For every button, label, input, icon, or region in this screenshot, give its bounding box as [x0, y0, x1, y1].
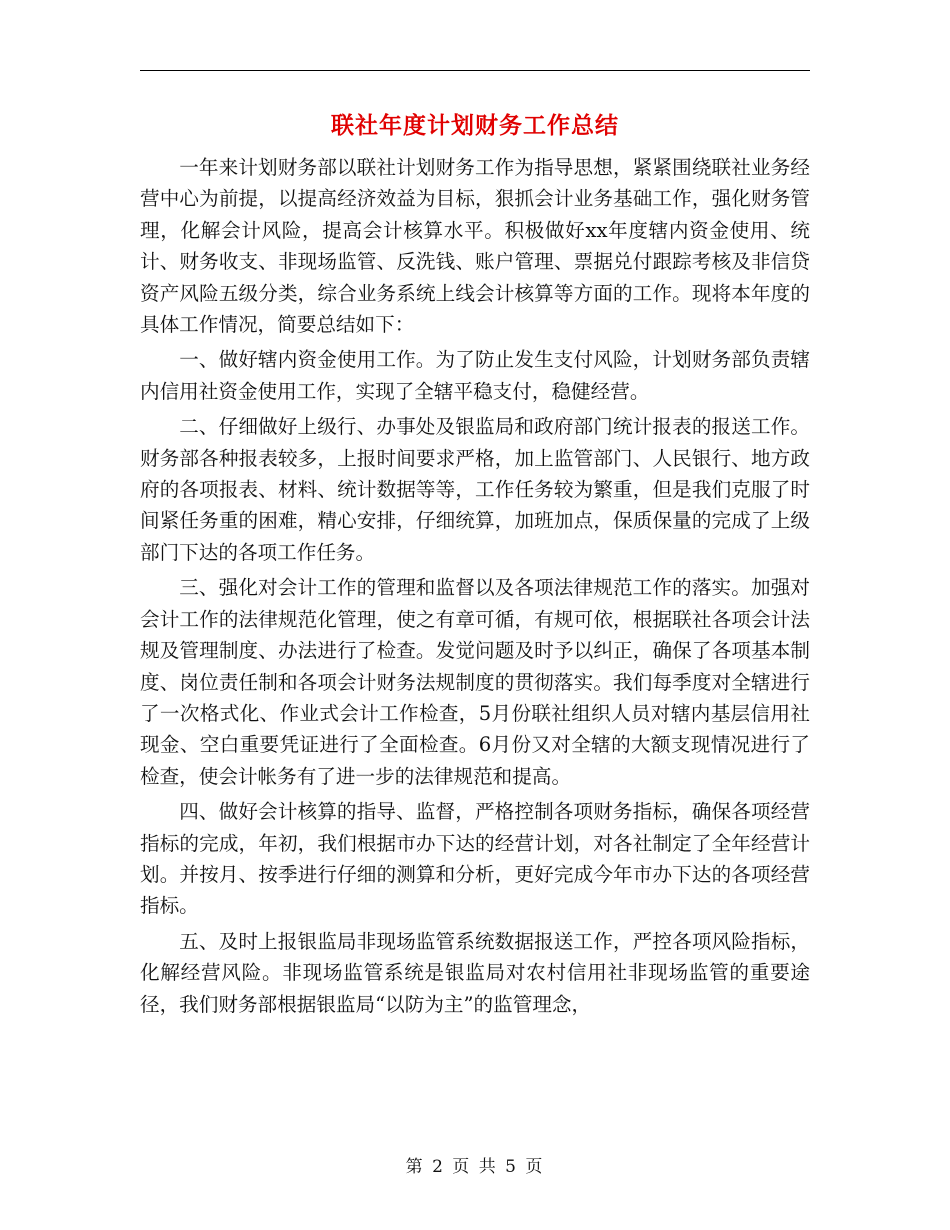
paragraph-3: 三、强化对会计工作的管理和监督以及各项法律规范工作的落实。加强对会计工作的法律规范化管理，使之有章可循，有规可依，根据联社各项会计法规及管理制度、办法进行了检查。发觉问题及时予以纠正，确保了各项基本制度、岗位责任制和各项会计财务法规制度的贯彻落实。我们每季度对全辖进行了一次格式化、作业式会计工作检查，5月份联社组织人员对辖内基层信用社现金、空白重要凭证进行了全面检查。6月份又对全辖的大额支现情况进行了检查，使会计帐务有了进一步的法律规范和提高。	[140, 576, 810, 788]
paragraph-5: 五、及时上报银监局非现场监管系统数据报送工作，严控各项风险指标，化解经营风险。非现场监管系统是银监局对农村信用社非现场监管的重要途径，我们财务部根据银监局“以防为主”的监管理念，	[140, 929, 810, 1016]
paragraph-intro: 一年来计划财务部以联社计划财务工作为指导思想，紧紧围绕联社业务经营中心为前提，以提高经济效益为目标，狠抓会计业务基础工作，强化财务管理，化解会计风险，提高会计核算水平。积极做好xx年度辖内资金使用、统计、财务收支、非现场监管、反洗钱、账户管理、票据兑付跟踪考核及非信贷资产风险五级分类，综合业务系统上线会计核算等方面的工作。现将本年度的具体工作情况，简要总结如下：	[140, 156, 810, 337]
header-rule	[140, 70, 810, 71]
document-title: 联社年度计划财务工作总结	[331, 112, 619, 139]
document-body	[140, 152, 810, 1020]
paragraph-1: 一、做好辖内资金使用工作。为了防止发生支付风险，计划财务部负责辖内信用社资金使用工作，实现了全辖平稳支付，稳健经营。	[140, 348, 810, 403]
paragraph-4: 四、做好会计核算的指导、监督，严格控制各项财务指标，确保各项经营指标的完成，年初，我们根据市办下达的经营计划，对各社制定了全年经营计划。并按月、按季进行仔细的测算和分析，更好完成今年市办下达的各项经营指标。	[140, 800, 810, 918]
paragraph-2: 二、仔细做好上级行、办事处及银监局和政府部门统计报表的报送工作。财务部各种报表较多，上报时间要求严格，加上监管部门、人民银行、地方政府的各项报表、材料、统计数据等等，工作任务较为繁重，但是我们克服了时间紧任务重的困难，精心安排，仔细统算，加班加点，保质保量的完成了上级部门下达的各项工作任务。	[140, 415, 810, 564]
page-number-footer: 第 2 页 共 5 页	[405, 1157, 545, 1177]
